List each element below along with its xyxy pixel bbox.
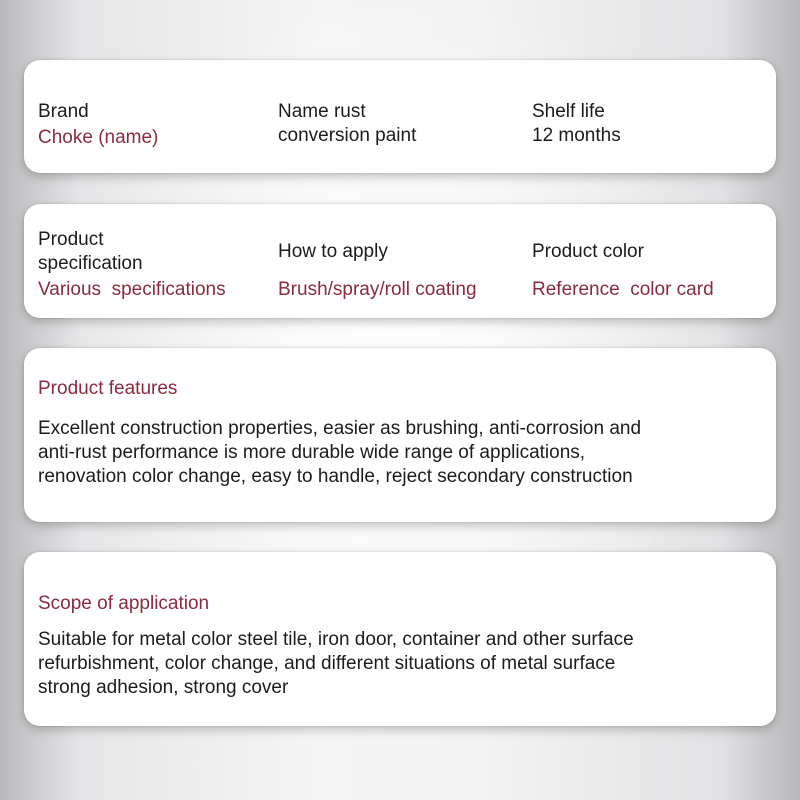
scope-of-application-card (24, 552, 776, 726)
product-name-field (278, 100, 448, 148)
shelf-life-label: Shelf life (532, 101, 605, 122)
product-color-field (532, 240, 714, 302)
features-line: Excellent construction properties, easier as brushing, anti-corrosion and (38, 418, 642, 439)
scope-line: Suitable for metal color steel tile, iron door, container and other surface (38, 629, 634, 650)
brand-label: Brand (38, 101, 89, 122)
features-title: Product features (38, 378, 178, 399)
product-color-label: Product color (532, 241, 644, 262)
specification-value: Various specifications (38, 279, 226, 300)
specification-field (38, 228, 226, 302)
product-spec-card (24, 204, 776, 318)
scope-description (38, 628, 738, 700)
product-info-card (24, 60, 776, 173)
scope-title: Scope of application (38, 593, 210, 614)
specification-label: Product specification (38, 229, 143, 274)
scope-line: strong adhesion, strong cover (38, 677, 289, 698)
features-line: renovation color change, easy to handle, reject secondary construction (38, 466, 633, 487)
product-name-text: Name rust conversion paint (278, 101, 417, 146)
shelf-life-value: 12 months (532, 125, 621, 146)
product-features-card (24, 348, 776, 522)
brand-field (38, 100, 158, 150)
brand-value: Choke (name) (38, 127, 159, 148)
scope-line: refurbishment, color change, and different situations of metal surface (38, 653, 616, 674)
apply-method-field (278, 240, 477, 302)
apply-method-label: How to apply (278, 241, 388, 262)
apply-method-value: Brush/spray/roll coating (278, 279, 477, 300)
product-color-value: Reference color card (532, 279, 714, 300)
shelf-life-field (532, 100, 621, 148)
features-description (38, 417, 738, 489)
features-line: anti-rust performance is more durable wide range of applications, (38, 442, 586, 463)
